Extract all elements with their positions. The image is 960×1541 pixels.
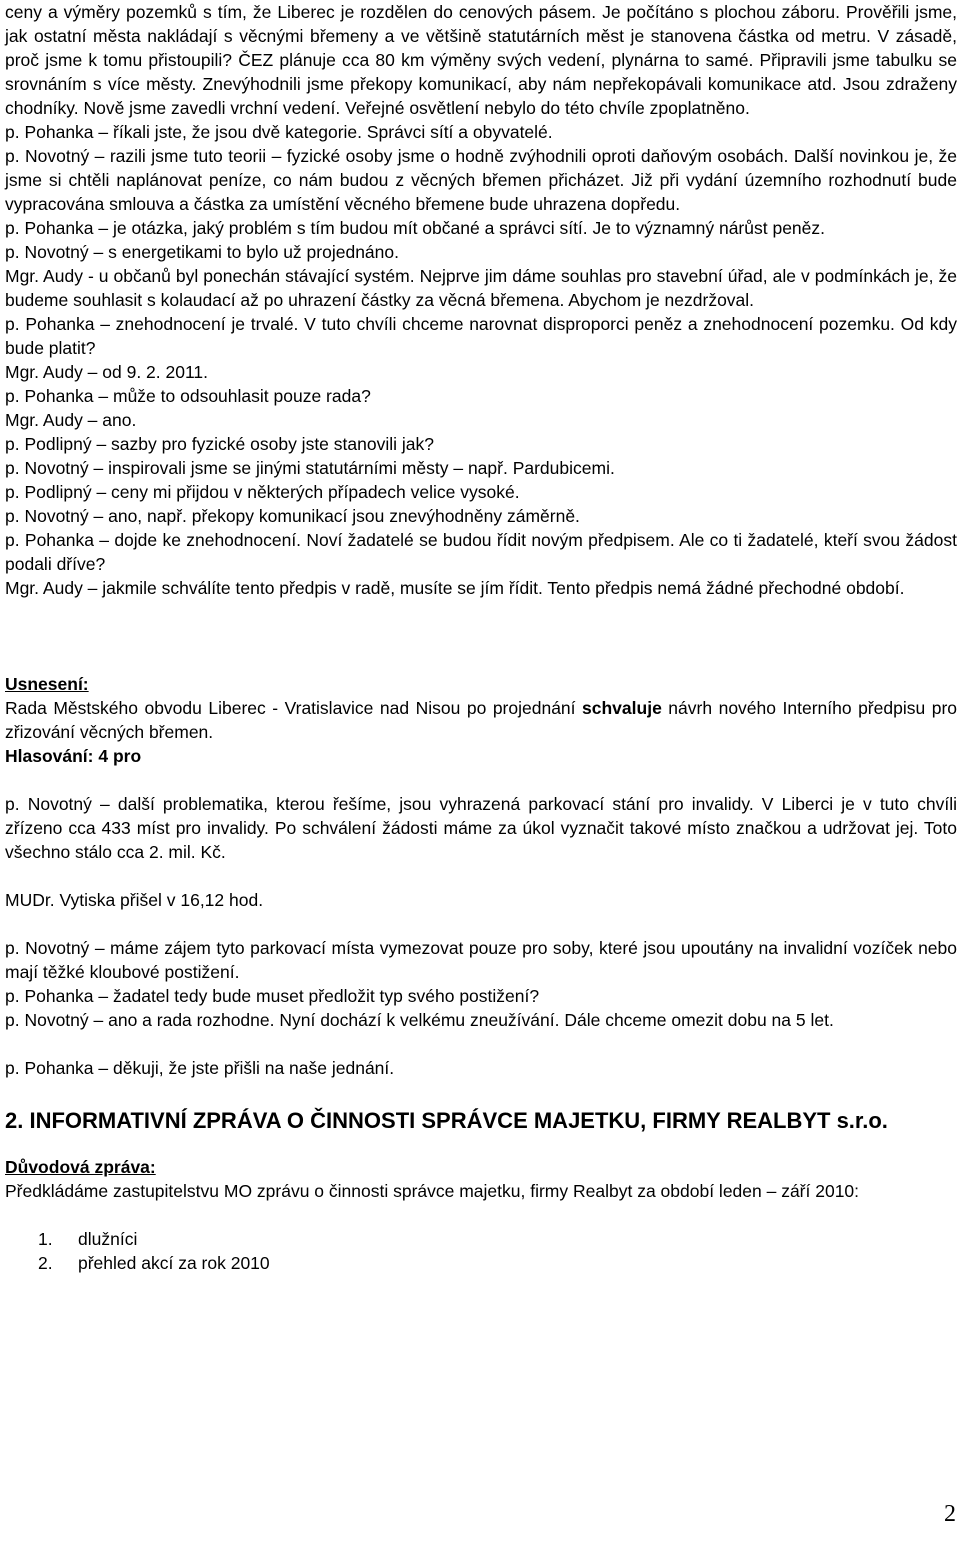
report-label bbox=[5, 1155, 957, 1179]
list-item-number: 2. bbox=[38, 1253, 53, 1273]
section-heading: 2. INFORMATIVNÍ ZPRÁVA O ČINNOSTI SPRÁVCE MAJETKU, FIRMY REALBYT s.r.o. bbox=[5, 1108, 888, 1133]
spacer bbox=[5, 600, 957, 672]
paragraph-pohanka-applicants: p. Pohanka – dojde ke znehodnocení. Noví žadatelé se budou řídit novým předpisem. Ale co ti žadatelé, kteří svou žádost podali dříve? bbox=[5, 530, 957, 574]
spacer bbox=[5, 1080, 957, 1106]
paragraph-novotny-theory: p. Novotný – razili jsme tuto teorii – fyzické osoby jsme o hodně zvýhodnili oproti daňovým osobách. Další novinkou je, že jsme si chtěli naplánovat peníze, co nám budou z věcných břemen přicházet. Již při vydání územního rozhodnutí bude vypracována smlouva a částka za umístění věcného břemene bude uhrazena dopředu. bbox=[5, 146, 957, 214]
paragraph-fees-intro: ceny a výměry pozemků s tím, že Liberec je rozdělen do cenových pásem. Je počítáno s plochou záboru. Prověřili jsme, jak ostatní města nakládají s věcnými břemeny a ve většině statutárních měst je stanovena částka od metru. V zásadě, proč jsme k tomu přistoupili? ČEZ plánuje cca 80 km výměny svých vedení, plynárna to samé. Připravili jsme tabulku se srovnáním s více městy. Znevýhodnili jsme překopy komunikací, aby nám nepřekopávali komunikace atd. Jsou zdraženy chodníky. Nově jsme zavedli vrchní vedení. Veřejné osvětlení nebylo do této chvíle zpoplatněno. bbox=[5, 2, 957, 118]
paragraph-audy-yes: Mgr. Audy – ano. bbox=[5, 410, 137, 430]
paragraph-thanks: p. Pohanka – děkuji, že jste přišli na naše jednání. bbox=[5, 1058, 395, 1078]
spacer bbox=[5, 912, 957, 936]
paragraph-audy-system: Mgr. Audy - u občanů byl ponechán stávající systém. Nejprve jim dáme souhlas pro stavební úřad, ale v podmínkách je, že budeme souhlasit s kolaudací až po uhrazení částky za věcná břemena. Abychom je nezdržoval. bbox=[5, 266, 957, 310]
report-heading: Důvodová zpráva: bbox=[5, 1157, 156, 1177]
list-item bbox=[5, 1227, 957, 1251]
document-page bbox=[5, 0, 957, 1275]
paragraph-novotny-energy: p. Novotný – s energetikami to bylo už projednáno. bbox=[5, 242, 399, 262]
paragraph-pohanka-disability: p. Pohanka – žadatel tedy bude muset předložit typ svého postižení? bbox=[5, 986, 540, 1006]
paragraph-pohanka-devaluation: p. Pohanka – znehodnocení je trvalé. V tuto chvíli chceme narovnat disproporci peněz a znehodnocení pozemku. Od kdy bude platit? bbox=[5, 314, 957, 358]
resolution-approves: schvaluje bbox=[582, 698, 662, 718]
paragraph-pohanka-problem: p. Pohanka – je otázka, jaký problém s tím budou mít občané a správci sítí. Je to významný nárůst peněz. bbox=[5, 218, 826, 238]
list-item-text: přehled akcí za rok 2010 bbox=[78, 1253, 270, 1273]
paragraph-audy-transition: Mgr. Audy – jakmile schválíte tento předpis v radě, musíte se jím řídit. Tento předpis nemá žádné přechodné období. bbox=[5, 578, 905, 598]
spacer bbox=[5, 1203, 957, 1227]
resolution-text bbox=[5, 696, 957, 744]
paragraph-novotny-inspired: p. Novotný – inspirovali jsme se jinými statutárními městy – např. Pardubicemi. bbox=[5, 458, 615, 478]
spacer bbox=[5, 768, 957, 792]
list-item-text: dlužníci bbox=[78, 1229, 138, 1249]
resolution-label bbox=[5, 672, 957, 696]
list-item bbox=[5, 1251, 957, 1275]
resolution-text-after: návrh nového Interního předpisu pro zřizování věcných břemen. bbox=[5, 698, 957, 742]
paragraph-podlipny-rates: p. Podlipný – sazby pro fyzické osoby jste stanovili jak? bbox=[5, 434, 434, 454]
paragraph-novotny-trenches: p. Novotný – ano, např. překopy komunikací jsou znevýhodněny záměrně. bbox=[5, 506, 580, 526]
paragraph-pohanka-categories: p. Pohanka – říkali jste, že jsou dvě kategorie. Správci sítí a obyvatelé. bbox=[5, 122, 553, 142]
report-list bbox=[5, 1227, 957, 1275]
spacer bbox=[5, 864, 957, 888]
spacer bbox=[5, 1032, 957, 1056]
paragraph-parking: p. Novotný – další problematika, kterou řešíme, jsou vyhrazená parkovací stání pro invalidy. V Liberci je v tuto chvíli zřízeno cca 433 míst pro invalidy. Po schválení žádosti máme za úkol vyznačit takové místo značkou a udržovat jej. Toto všechno stálo cca 2. mil. Kč. bbox=[5, 794, 957, 862]
page-number: 2 bbox=[944, 1501, 956, 1527]
paragraph-podlipny-prices: p. Podlipný – ceny mi přijdou v některých případech velice vysoké. bbox=[5, 482, 520, 502]
paragraph-audy-date: Mgr. Audy – od 9. 2. 2011. bbox=[5, 362, 209, 382]
list-item-number: 1. bbox=[38, 1229, 53, 1249]
paragraph-pohanka-council: p. Pohanka – může to odsouhlasit pouze rada? bbox=[5, 386, 371, 406]
spacer bbox=[5, 1135, 957, 1155]
paragraph-novotny-wheelchair: p. Novotný – máme zájem tyto parkovací místa vymezovat pouze pro soby, které jsou upoutány na invalidní vozíček nebo mají těžké kloubové postižení. bbox=[5, 938, 957, 982]
resolution-text-before: Rada Městského obvodu Liberec - Vratislavice nad Nisou po projednání bbox=[5, 698, 583, 718]
paragraph-novotny-council: p. Novotný – ano a rada rozhodne. Nyní dochází k velkému zneužívání. Dále chceme omezit dobu na 5 let. bbox=[5, 1010, 834, 1030]
resolution-heading: Usnesení: bbox=[5, 674, 89, 694]
resolution-vote: Hlasování: 4 pro bbox=[5, 746, 142, 766]
arrival-note: MUDr. Vytiska přišel v 16,12 hod. bbox=[5, 890, 264, 910]
report-text: Předkládáme zastupitelstvu MO zprávu o činnosti správce majetku, firmy Realbyt za období leden – září 2010: bbox=[5, 1181, 860, 1201]
